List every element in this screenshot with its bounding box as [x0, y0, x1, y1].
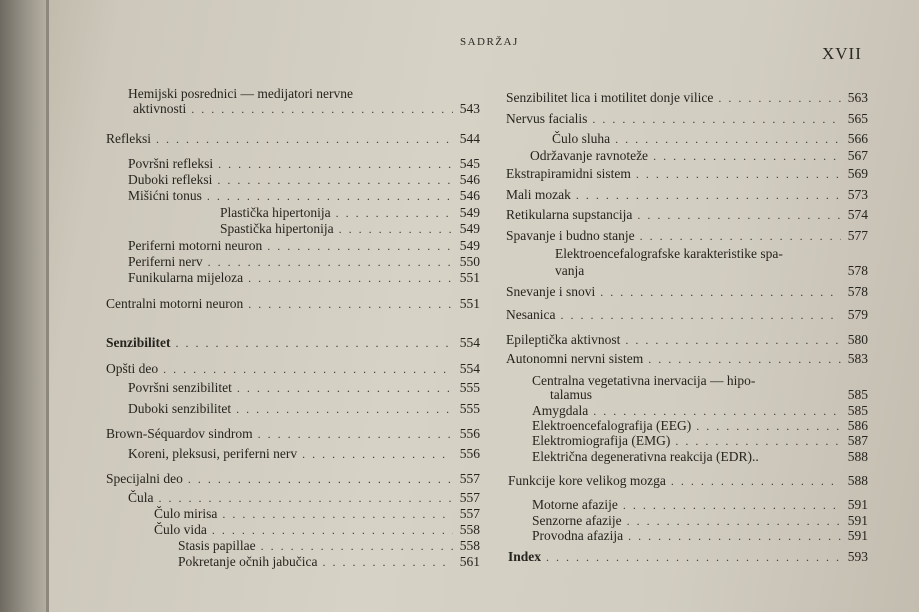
toc-entry-page: 591	[847, 513, 868, 528]
book-spine-shadow	[0, 0, 48, 612]
toc-entry	[506, 90, 868, 106]
toc-entry-label: Hemijski posrednici — medijatori nervne	[128, 86, 353, 101]
toc-entry-label: Nesanica	[506, 307, 556, 322]
toc-entry-page: 574	[847, 207, 868, 222]
page-edge	[46, 0, 49, 612]
toc-entry-page: 578	[847, 284, 868, 299]
toc-entry-label: Mišićni tonus	[128, 188, 202, 203]
toc-entry-label: Stasis papillae	[178, 538, 256, 553]
toc-entry	[128, 270, 480, 286]
toc-entry-page: 546	[459, 172, 480, 187]
toc-entry-page: 569	[847, 166, 868, 181]
leader-dots	[718, 91, 841, 106]
toc-entry	[220, 221, 480, 237]
leader-dots	[159, 491, 454, 506]
toc-entry	[506, 187, 868, 203]
toc-entry-label: Čula	[128, 490, 154, 505]
toc-entry-page: 566	[847, 131, 868, 146]
toc-entry	[106, 471, 480, 487]
toc-entry-page: 567	[847, 148, 868, 163]
toc-entry	[506, 166, 868, 182]
toc-entry-page: 577	[847, 228, 868, 243]
leader-dots	[627, 514, 841, 529]
toc-entry-page: 557	[459, 490, 480, 505]
leader-dots	[592, 112, 841, 127]
leader-dots	[248, 297, 453, 312]
toc-entry-label: Senzibilitet lica i motilitet donje vilice	[506, 90, 714, 105]
toc-entry-label: Elektroencefalografske karakteristike spa-	[555, 246, 783, 261]
leader-dots	[248, 271, 453, 286]
toc-entry	[506, 111, 868, 127]
toc-entry-label: Površni refleksi	[128, 156, 214, 171]
leader-dots	[302, 447, 453, 462]
leader-dots	[671, 474, 841, 489]
leader-dots	[217, 173, 453, 188]
toc-section-heading	[106, 335, 480, 351]
toc-entry-line	[532, 373, 755, 388]
leader-dots	[637, 208, 841, 223]
toc-entry-label: Funikularna mijeloza	[128, 270, 244, 285]
toc-entry-page: 557	[459, 471, 480, 486]
toc-entry-page: 558	[459, 538, 480, 553]
toc-entry	[532, 528, 868, 544]
toc-entry-page: 545	[459, 156, 480, 171]
toc-entry-label: Nervus facialis	[506, 111, 588, 126]
leader-dots	[207, 189, 453, 204]
toc-entry-page: 549	[459, 205, 480, 220]
leader-dots	[267, 239, 453, 254]
leader-dots	[640, 229, 841, 244]
toc-entry	[128, 254, 480, 270]
toc-entry-page: 578	[847, 263, 868, 278]
toc-entry	[532, 403, 868, 419]
toc-entry	[128, 156, 480, 172]
leader-dots	[236, 402, 453, 417]
toc-entry-page: 585	[847, 403, 868, 418]
toc-entry	[506, 351, 868, 367]
toc-entry	[178, 538, 480, 554]
toc-entry-page: 554	[459, 361, 480, 376]
toc-entry-label: Duboki senzibilitet	[128, 401, 232, 416]
toc-entry	[128, 188, 480, 204]
toc-entry	[506, 228, 868, 244]
running-header: SADRŽAJ	[460, 36, 519, 48]
toc-entry-label: Senzorne afazije	[532, 513, 622, 528]
toc-entry-label: Periferni nerv	[128, 254, 203, 269]
leader-dots	[237, 381, 453, 396]
toc-entry	[506, 284, 868, 300]
toc-entry	[128, 446, 480, 462]
toc-entry	[128, 490, 480, 506]
toc-entry-label: aktivnosti	[133, 101, 187, 116]
toc-entry-label: Elektromiografija (EMG)	[532, 433, 671, 448]
toc-entry-page: 549	[459, 238, 480, 253]
toc-entry-label: Amygdala	[532, 403, 589, 418]
toc-entry-label: Snevanje i snovi	[506, 284, 596, 299]
leader-dots	[625, 333, 841, 348]
toc-entry-page: 593	[847, 549, 868, 564]
toc-entry	[106, 426, 480, 442]
toc-entry-label: Spavanje i budno stanje	[506, 228, 635, 243]
toc-entry-label: Periferni motorni neuron	[128, 238, 263, 253]
toc-entry-label: talamus	[550, 387, 592, 402]
toc-entry-page: 543	[459, 101, 480, 116]
toc-entry-page: 551	[459, 296, 480, 311]
leader-dots	[208, 255, 453, 270]
toc-entry-label: Centralna vegetativna inervacija — hipo-	[532, 373, 756, 388]
leader-dots	[648, 352, 841, 367]
toc-entry-page: 558	[459, 522, 480, 537]
toc-entry-page: 550	[459, 254, 480, 269]
toc-entry-page: 580	[847, 332, 868, 347]
toc-entry-page: 546	[459, 188, 480, 203]
toc-entry-page: 544	[459, 131, 480, 146]
toc-entry-page: 588	[847, 449, 868, 464]
toc-entry-label: Refleksi	[106, 131, 151, 146]
toc-entry-label: Ekstrapiramidni sistem	[506, 166, 631, 181]
toc-entry-label: Autonomni nervni sistem	[506, 351, 644, 366]
leader-dots	[322, 555, 453, 570]
toc-entry	[508, 473, 868, 489]
toc-entry-label: Specijalni deo	[106, 471, 183, 486]
leader-dots	[675, 434, 841, 449]
toc-entry	[128, 172, 480, 188]
toc-entry-label: Senzibilitet	[106, 335, 171, 350]
toc-entry	[506, 207, 868, 223]
leader-dots	[163, 362, 453, 377]
toc-entry-label: Koreni, pleksusi, periferni nerv	[128, 446, 298, 461]
toc-entry-label: Spastička hipertonija	[220, 221, 334, 236]
toc-entry	[532, 418, 868, 434]
toc-entry-page: 549	[459, 221, 480, 236]
toc-entry-page: 579	[847, 307, 868, 322]
toc-entry-page: 587	[847, 433, 868, 448]
leader-dots	[339, 222, 453, 237]
toc-entry-label: vanja	[555, 263, 585, 278]
toc-entry-label: Održavanje ravnoteže	[530, 148, 649, 163]
toc-entry	[506, 332, 868, 348]
toc-entry	[154, 522, 480, 538]
toc-entry	[106, 131, 480, 147]
toc-entry	[555, 263, 868, 279]
toc-entry-label: Površni senzibilitet	[128, 380, 232, 395]
toc-entry	[506, 307, 868, 323]
toc-entry-page: 554	[459, 335, 480, 350]
toc-entry-page: 583	[847, 351, 868, 366]
leader-dots	[560, 308, 841, 323]
toc-entry-label: Motorne afazije	[532, 497, 618, 512]
toc-entry-page: 591	[847, 497, 868, 512]
toc-entry-label: Čulo mirisa	[154, 506, 218, 521]
toc-entry	[532, 513, 868, 529]
toc-entry	[106, 296, 480, 312]
leader-dots	[188, 472, 453, 487]
toc-entry-page: 556	[459, 426, 480, 441]
toc-entry-page: 586	[847, 418, 868, 433]
toc-entry-page: 585	[847, 387, 868, 402]
leader-dots	[258, 427, 453, 442]
leader-dots	[576, 188, 841, 203]
toc-entry-label: Duboki refleksi	[128, 172, 213, 187]
toc-entry-label: Retikularna supstancija	[506, 207, 633, 222]
toc-section-heading	[508, 549, 868, 565]
leader-dots	[636, 167, 841, 182]
toc-entry-page: 591	[847, 528, 868, 543]
toc-entry-page: 555	[459, 401, 480, 416]
toc-entry	[530, 148, 868, 164]
leader-dots	[546, 550, 841, 565]
toc-entry-label: Pokretanje očnih jabučica	[178, 554, 318, 569]
toc-entry-label: Mali mozak	[506, 187, 571, 202]
toc-entry	[532, 433, 868, 449]
leader-dots	[336, 206, 453, 221]
toc-entry-page: 555	[459, 380, 480, 395]
leader-dots	[653, 149, 841, 164]
leader-dots	[615, 132, 841, 147]
toc-entry-label: Električna degenerativna reakcija (EDR)..	[532, 449, 759, 464]
toc-entry-page: 556	[459, 446, 480, 461]
leader-dots	[212, 523, 453, 538]
toc-entry-label: Provodna afazija	[532, 528, 624, 543]
leader-dots	[261, 539, 453, 554]
toc-entry-page: 565	[847, 111, 868, 126]
toc-entry	[220, 205, 480, 221]
leader-dots	[696, 419, 841, 434]
leader-dots	[222, 507, 453, 522]
toc-entry-label: Čulo vida	[154, 522, 207, 537]
toc-entry-page: 551	[459, 270, 480, 285]
toc-entry-label: Epileptička aktivnost	[506, 332, 621, 347]
leader-dots	[600, 285, 841, 300]
toc-entry-label: Plastička hipertonija	[220, 205, 331, 220]
leader-dots	[176, 336, 454, 351]
page-number: XVII	[822, 44, 862, 63]
toc-entry-label: Index	[508, 549, 542, 564]
toc-entry	[532, 449, 868, 465]
toc-entry-label: Elektroencefalografija (EEG)	[532, 418, 692, 433]
toc-entry	[133, 101, 480, 117]
toc-entry-line	[555, 246, 783, 261]
toc-entry-page: 573	[847, 187, 868, 202]
toc-entry	[178, 554, 480, 570]
toc-entry-page: 561	[459, 554, 480, 569]
toc-entry	[154, 506, 480, 522]
toc-entry-label: Centralni motorni neuron	[106, 296, 244, 311]
toc-entry	[128, 380, 480, 396]
leader-dots	[628, 529, 841, 544]
toc-entry	[128, 238, 480, 254]
leader-dots	[593, 404, 841, 419]
toc-entry	[550, 387, 868, 403]
toc-entry-page: 557	[459, 506, 480, 521]
toc-entry-label: Čulo sluha	[552, 131, 611, 146]
leader-dots	[623, 498, 841, 513]
toc-entry-label: Brown-Séquardov sindrom	[106, 426, 253, 441]
leader-dots	[218, 157, 453, 172]
toc-entry	[106, 361, 480, 377]
toc-entry	[532, 497, 868, 513]
toc-entry-label: Funkcije kore velikog mozga	[508, 473, 666, 488]
toc-entry-page: 563	[847, 90, 868, 105]
toc-entry-line	[128, 86, 353, 101]
toc-entry-page: 588	[847, 473, 868, 488]
toc-entry	[552, 131, 868, 147]
leader-dots	[191, 102, 453, 117]
toc-entry	[128, 401, 480, 417]
toc-entry-label: Opšti deo	[106, 361, 159, 376]
leader-dots	[156, 132, 453, 147]
